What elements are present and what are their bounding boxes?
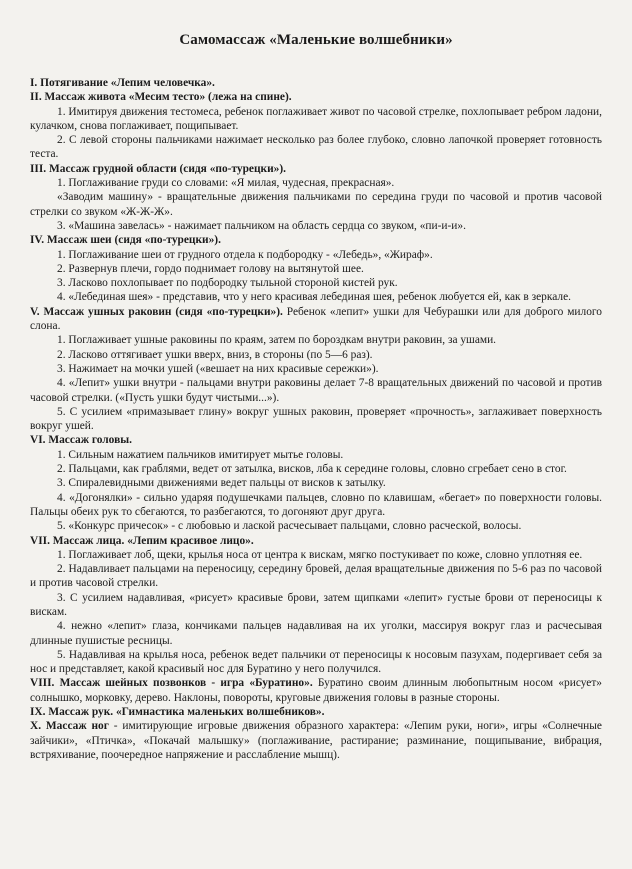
instruction-item: 1. Имитируя движения тестомеса, ребенок поглаживает живот по часовой стрелке, похлопывает ребром ладони, кулачком, снова поглаживает, пощипывает. xyxy=(30,105,602,132)
instruction-item: 3. «Машина завелась» - нажимает пальчиком на область сердца со звуком, «пи-и-и». xyxy=(57,219,466,232)
section-description: Ребенок «лепит» ушки для Чебурашки или для доброго милого слона. xyxy=(30,305,602,333)
section-title: IV. Массаж шеи (сидя «по-турецки»). xyxy=(30,234,221,247)
section-heading xyxy=(30,719,602,762)
section-title: I. Потягивание «Лепим человечка». xyxy=(30,77,215,89)
section-title: VIII. Массаж шейных позвонков - игра «Буратино». xyxy=(30,677,313,690)
section-title: IX. Массаж рук. «Гимнастика маленьких волшебников». xyxy=(30,706,325,719)
section-heading xyxy=(30,162,602,176)
instruction-item: 1. Поглаживание шеи от грудного отдела к подбородку - «Лебедь», «Жираф». xyxy=(57,248,433,261)
instruction-item: 3. Ласково похлопывает по подбородку тыльной стороной кистей рук. xyxy=(57,277,398,290)
section-title: V. Массаж ушных раковин (сидя «по-турецки»). xyxy=(30,305,283,318)
instruction-item: 3. Нажимает на мочки ушей («вешает на них красивые сережки»). xyxy=(57,362,379,375)
instruction-item: 3. Спиралевидными движениями ведет пальцы от висков к затылку. xyxy=(57,477,386,490)
section-title: VII. Массаж лица. «Лепим красивое лицо». xyxy=(30,534,254,547)
instruction-item: 2. Пальцами, как граблями, ведет от затылка, висков, лба к середине головы, словно сгребает сено в стог. xyxy=(57,463,567,476)
instruction-item: 4. «Лепит» ушки внутри - пальцами внутри раковины делает 7-8 вращательных движений по часовой и против часовой стрелки. («Пусть ушки будут чистыми...»). xyxy=(30,377,602,404)
section-heading xyxy=(30,676,602,705)
section-description: Буратино своим длинным любопытным носом «рисует» солнышко, морковку, дерево. Наклоны, повороты, круговые движения головы в разные стороны. xyxy=(30,677,602,704)
instruction-item: 5. «Конкурс причесок» - с любовью и лаской расчесывает пальцами, словно расческой, волосы. xyxy=(57,520,522,533)
instruction-item: 2. Развернув плечи, гордо поднимает голову на вытянутой шее. xyxy=(57,262,364,275)
section-title: VI. Массаж головы. xyxy=(30,434,132,447)
instruction-item: 1. Поглаживание груди со словами: «Я милая, чудесная, прекрасная». xyxy=(57,177,395,190)
instruction-item: 5. С усилием «примазывает глину» вокруг ушных раковин, проверяет «прочность», заглаживает поверхность вокруг ушей. xyxy=(30,405,602,433)
instruction-item: 3. С усилием надавливая, «рисует» красивые брови, затем щипками «лепит» густые брови от переносицы к вискам. xyxy=(30,591,602,618)
instruction-item: 2. Надавливает пальцами на переносицу, середину бровей, делая вращательные движения по 5-6 раз по часовой и против часовой стрелки. xyxy=(30,563,602,590)
instruction-item: 4. нежно «лепит» глаза, кончиками пальцев надавливая на их уголки, массируя вокруг глаз и расчесывая длинные пушистые ресницы. xyxy=(30,620,602,647)
section-heading xyxy=(30,233,602,247)
section-heading xyxy=(30,433,602,447)
instruction-item: 1. Поглаживает ушные раковины по краям, затем по бороздкам внутри раковин, за ушами. xyxy=(57,334,497,347)
section-description: - имитирующие игровые движения образного характера: «Лепим руки, ноги», игры «Солнечные зайчики», «Птичка», «Покачай малышку» (поглаживание, растирание; разминание, пощипывание, вибрация, встряхивание, поочередное напряжение и расслабление мышц). xyxy=(30,720,602,761)
document-title: Самомассаж «Маленькие волшебники» xyxy=(179,32,453,48)
section-heading xyxy=(30,76,602,90)
instruction-item: 2. Ласково оттягивает ушки вверх, вниз, в стороны (по 5—6 раз). xyxy=(57,348,373,361)
section-title: III. Массаж грудной области (сидя «по-турецки»). xyxy=(30,162,286,175)
instruction-item: 1. Сильным нажатием пальчиков имитирует мытье головы. xyxy=(57,448,344,461)
section-heading xyxy=(30,534,602,548)
instruction-item: 2. С левой стороны пальчиками нажимает несколько раз более глубоко, словно лапочкой проверяет готовность теста. xyxy=(30,134,602,161)
instruction-item: 4. «Лебединая шея» - представив, что у него красивая лебединая шея, ребенок любуется ей, как в зеркале. xyxy=(57,291,571,304)
instruction-item: 5. Надавливая на крылья носа, ребенок ведет пальчики от переносицы к носовым пазухам, подергивает себя за нос и представляет, какой красивый нос для Буратино у него получился. xyxy=(30,648,602,676)
instruction-item: «Заводим машину» - вращательные движения пальчиками по середина груди по часовой и против часовой стрелки со звуком «Ж-Ж-Ж». xyxy=(30,191,602,218)
section-heading xyxy=(30,705,602,719)
section-heading xyxy=(30,90,602,104)
document-body xyxy=(30,76,602,762)
instruction-item: 1. Поглаживает лоб, щеки, крылья носа от центра к вискам, мягко постукивает по коже, словно уплотняя ее. xyxy=(57,548,583,561)
section-title: II. Массаж живота «Месим тесто» (лежа на спине). xyxy=(30,91,292,104)
instruction-item: 4. «Догонялки» - сильно ударяя подушечками пальцев, словно по клавишам, «бегает» по поверхности головы. Пальцы обеих рук то сбегаются, то разбегаются, то догоняют друг друга. xyxy=(30,491,602,518)
section-heading xyxy=(30,305,602,334)
section-title: X. Массаж ног xyxy=(30,720,109,733)
